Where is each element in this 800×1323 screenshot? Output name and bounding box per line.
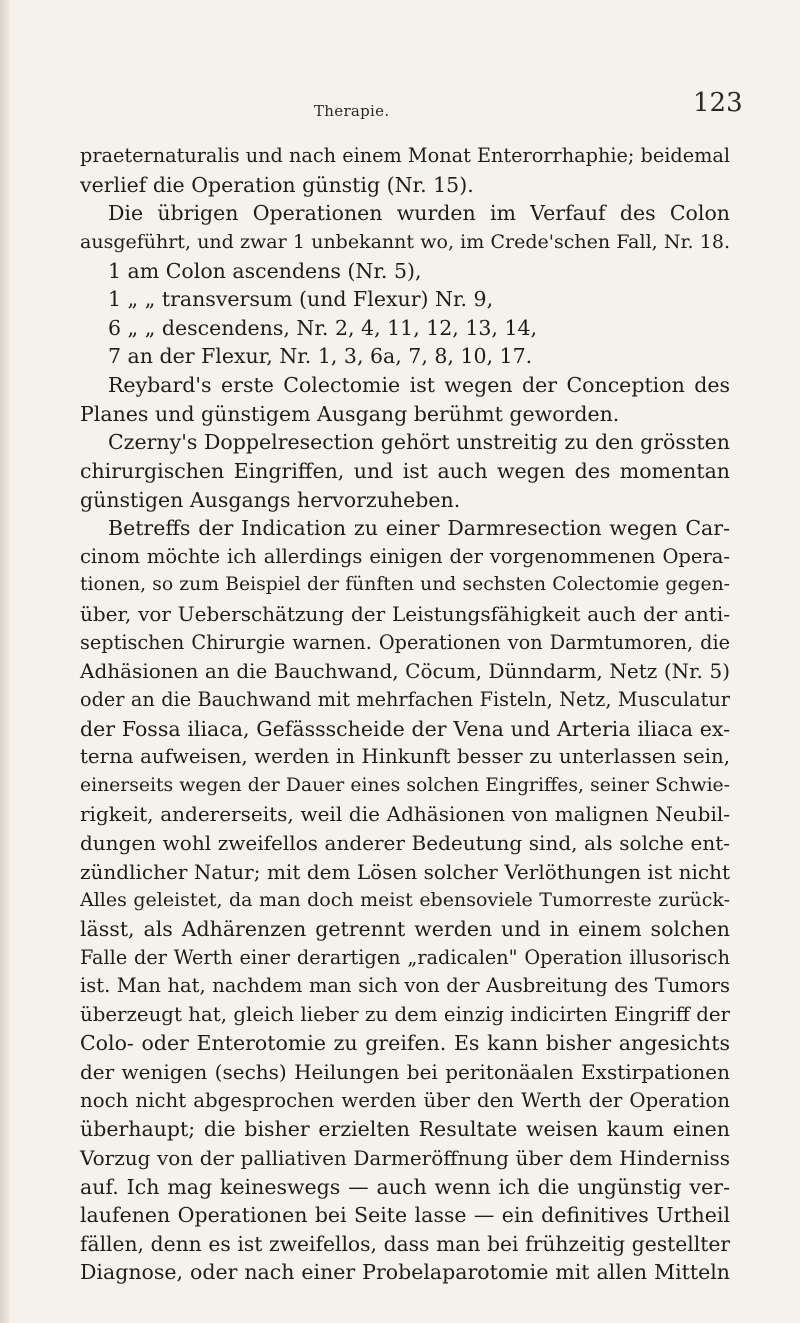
text-line: verlief die Operation günstig (Nr. 15). bbox=[80, 172, 474, 197]
text-line: der wenigen (sechs) Heilungen bei peritonäalen Exstirpationen bbox=[80, 1060, 730, 1084]
text-line: über, vor Ueberschätzung der Leistungsfähigkeit auch der anti- bbox=[80, 602, 730, 626]
text-line: laufenen Operationen bei Seite lasse — ein definitives Urtheil bbox=[80, 1203, 730, 1228]
page-number: 123 bbox=[693, 88, 743, 118]
text-line: einerseits wegen der Dauer eines solchen Eingriffes, seiner Schwie- bbox=[80, 774, 730, 796]
text-line: günstigen Ausgangs hervorzuheben. bbox=[80, 487, 461, 512]
text-line: auf. Ich mag keineswegs — auch wenn ich die ungünstig ver- bbox=[80, 1174, 730, 1199]
text-line: chirurgischen Eingriffen, und ist auch wegen des momentan bbox=[80, 458, 730, 483]
text-line: Die übrigen Operationen wurden im Verfauf des Colon bbox=[108, 201, 730, 226]
page-gutter-shadow bbox=[0, 0, 10, 1323]
text-line: Planes und günstigem Ausgang berühmt geworden. bbox=[80, 401, 620, 426]
text-line: ist. Man hat, nachdem man sich von der Ausbreitung des Tumors bbox=[80, 974, 730, 998]
text-line: lässt, als Adhärenzen getrennt werden und in einem solchen bbox=[80, 916, 730, 941]
text-line: Alles geleistet, da man doch meist ebensoviele Tumorreste zurück- bbox=[80, 889, 730, 912]
text-line: cinom möchte ich allerdings einigen der vorgenommenen Opera- bbox=[80, 544, 730, 568]
text-line: Betreffs der Indication zu einer Darmresection wegen Car- bbox=[108, 516, 730, 541]
text-line: dungen wohl zweifellos anderer Bedeutung sind, als solche ent- bbox=[80, 831, 730, 855]
text-line: Reybard's erste Colectomie ist wegen der Conception des bbox=[108, 373, 730, 397]
text-line: der Fossa iliaca, Gefässscheide der Vena und Arteria iliaca ex- bbox=[80, 716, 730, 741]
text-line: zündlicher Natur; mit dem Lösen solcher Verlöthungen ist nicht bbox=[80, 859, 730, 884]
text-line: überzeugt hat, gleich lieber zu dem einzig indicirten Eingriff der bbox=[80, 1002, 730, 1026]
text-line: rigkeit, andererseits, weil die Adhäsionen von malignen Neubil- bbox=[80, 802, 730, 827]
text-line: Czerny's Doppelresection gehört unstreitig zu den grössten bbox=[108, 430, 730, 455]
text-line: tionen, so zum Beispiel der fünften und sechsten Colectomie gegen- bbox=[80, 574, 730, 596]
text-line: 1 „ „ transversum (und Flexur) Nr. 9, bbox=[108, 287, 494, 312]
body-text bbox=[80, 142, 730, 1287]
text-line: 1 am Colon ascendens (Nr. 5), bbox=[108, 258, 422, 283]
text-line: terna aufweisen, werden in Hinkunft besser zu unterlassen sein, bbox=[80, 745, 730, 769]
text-line: fällen, denn es ist zweifellos, dass man bei frühzeitig gestellter bbox=[80, 1231, 730, 1256]
text-line: noch nicht abgesprochen werden über den Werth der Operation bbox=[80, 1088, 730, 1112]
text-line: Falle der Werth einer derartigen „radicalen" Operation illusorisch bbox=[80, 945, 730, 969]
text-line: Diagnose, oder nach einer Probelaparotomie mit allen Mitteln bbox=[80, 1260, 730, 1285]
text-line: Vorzug von der palliativen Darmeröffnung über dem Hinderniss bbox=[80, 1145, 730, 1170]
text-line: septischen Chirurgie warnen. Operationen von Darmtumoren, die bbox=[80, 630, 730, 654]
section-title: Therapie. bbox=[314, 102, 390, 120]
text-line: Adhäsionen an die Bauchwand, Cöcum, Dünndarm, Netz (Nr. 5) bbox=[80, 659, 730, 684]
text-line: praeternaturalis und nach einem Monat Enterorrhaphie; beidemal bbox=[80, 144, 730, 167]
running-head bbox=[0, 88, 800, 128]
text-line: überhaupt; die bisher erzielten Resultate weisen kaum einen bbox=[80, 1117, 730, 1142]
text-line: Colo- oder Enterotomie zu greifen. Es kann bisher angesichts bbox=[80, 1031, 730, 1056]
text-line: ausgeführt, und zwar 1 unbekannt wo, im Crede'schen Fall, Nr. 18. bbox=[80, 230, 730, 253]
text-line: oder an die Bauchwand mit mehrfachen Fisteln, Netz, Musculatur bbox=[80, 687, 730, 711]
text-line: 6 „ „ descendens, Nr. 2, 4, 11, 12, 13, 14, bbox=[108, 315, 538, 340]
text-line: 7 an der Flexur, Nr. 1, 3, 6a, 7, 8, 10, 17. bbox=[108, 344, 533, 369]
